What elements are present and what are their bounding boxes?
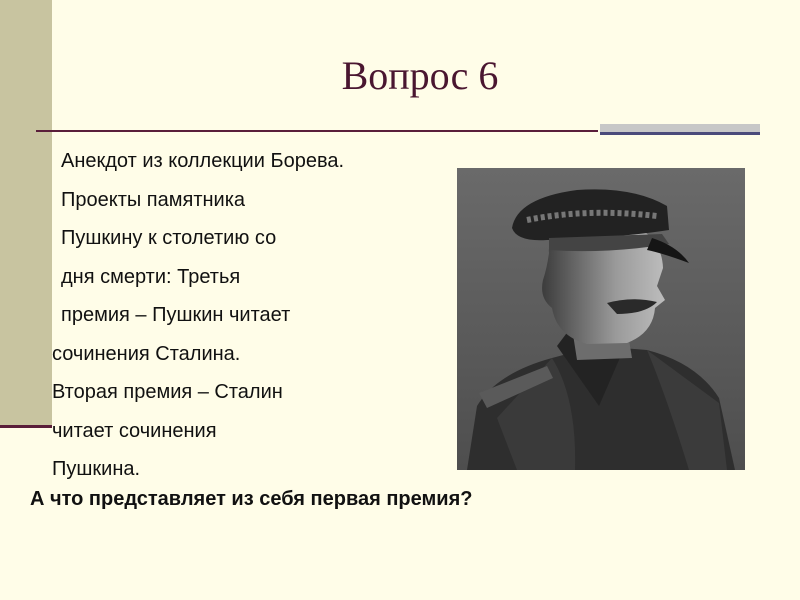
body-line: Проекты памятника [61, 188, 246, 211]
portrait-photo [457, 168, 745, 470]
title-divider-accent-line [600, 132, 760, 135]
body-line: дня смерти: Третья [61, 265, 241, 288]
body-line: читает сочинения [52, 419, 217, 442]
body-line: Пушкина. [52, 458, 141, 480]
body-line: сочинения Сталина. [52, 342, 241, 365]
body-line: Вторая премия – Сталин [52, 381, 283, 403]
body-line: премия – Пушкин читает [61, 304, 291, 326]
slide-title: Вопрос 6 [341, 53, 499, 98]
slide-body [52, 149, 472, 496]
body-line: Анекдот из коллекции Борева. [61, 150, 345, 172]
slide-question: А что представляет из себя первая премия? [30, 488, 473, 510]
side-accent-line [0, 425, 52, 428]
body-line: Пушкину к столетию со [61, 227, 277, 249]
title-divider-accent [600, 124, 760, 132]
title-divider [36, 130, 598, 132]
